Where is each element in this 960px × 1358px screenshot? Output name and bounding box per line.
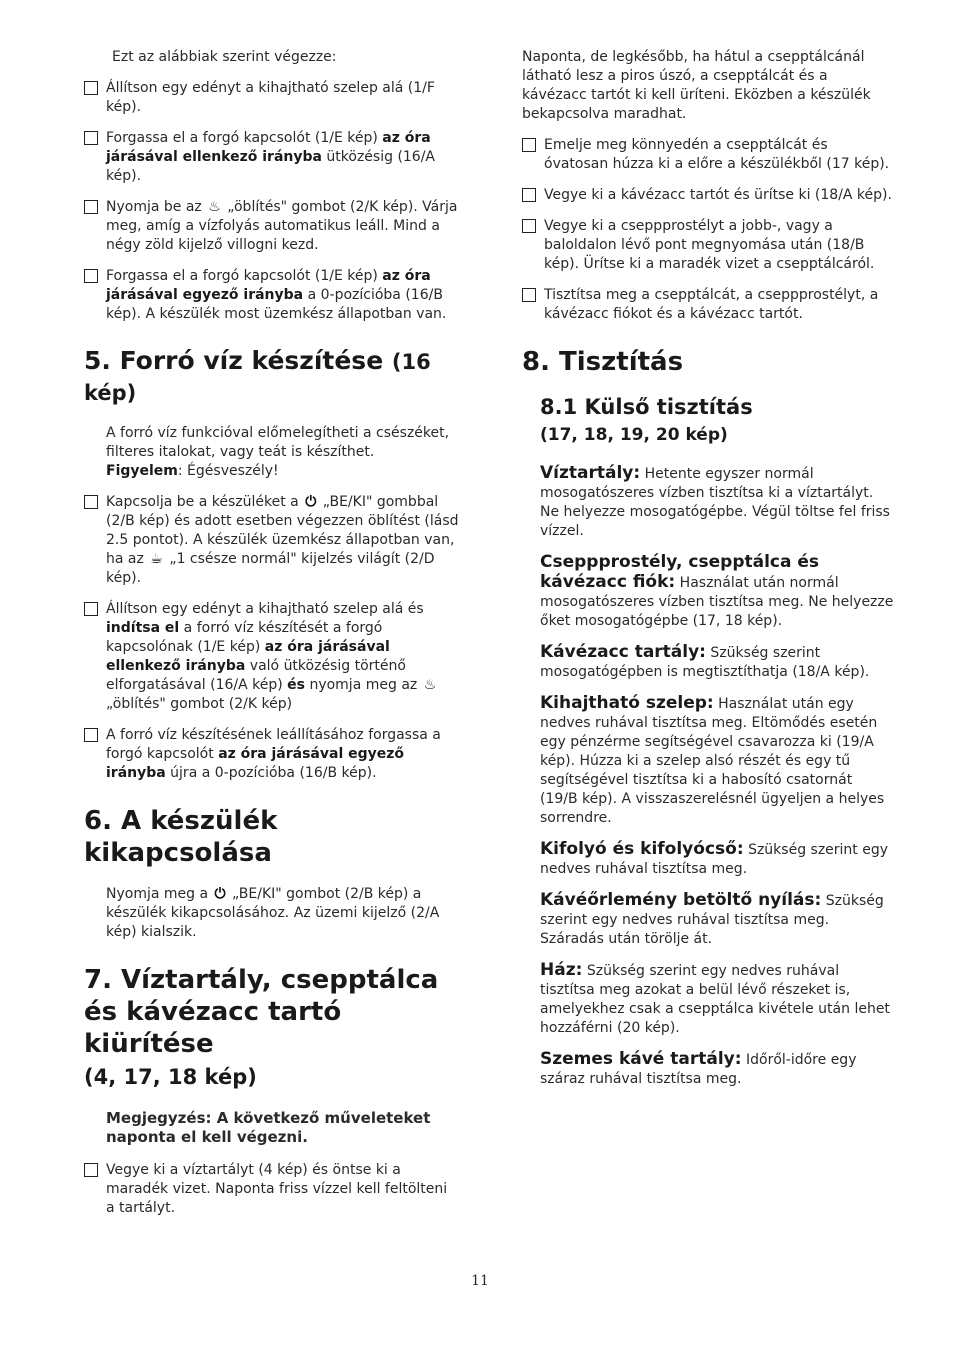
power-icon: ⏻ xyxy=(305,494,317,510)
step-text: Emelje meg könnyedén a csepptálcát és óvatosan húzza ki a előre a készülékből (17 kép). xyxy=(544,137,890,172)
paragraph: Naponta, de legkésőbb, ha hátul a csepptálcánál látható lesz a piros úszó, a csepptálcát és a kávézacc tartót ki kell üríteni. Eközben a készülék bekapcsolva maradhat. xyxy=(522,49,871,122)
warning-text: : Égésveszély! xyxy=(177,463,279,479)
cleaning-item xyxy=(540,891,894,949)
step-text: „öblítés" gombot (2/K kép). Várja meg, amíg a vízfolyás automatikus leáll. Mind a négy zöld kijelző villogni kezd. xyxy=(106,199,458,253)
step-text: „öblítés" gombot (2/K kép) xyxy=(106,696,293,712)
step-text: Forgassa el a forgó kapcsolót (1/E kép) xyxy=(106,130,383,146)
step-stop-hot-water xyxy=(84,726,460,783)
heading-text: 5. Forró víz készítése xyxy=(84,346,384,375)
step-emphasis: az óra járásával egyező irányba xyxy=(106,268,431,303)
page-number: 11 xyxy=(471,1273,489,1289)
step-text: Kapcsolja be a készüléket a xyxy=(106,494,299,510)
step-text: a forró víz készítését a forgó kapcsolónak (1/E kép) xyxy=(106,620,383,655)
step-text: Vegye ki a víztartályt (4 kép) és öntse ki a maradék vizet. Naponta friss vízzel kell feltölteni a tartályt. xyxy=(106,1162,448,1216)
cleaning-item xyxy=(540,553,894,631)
cleaning-label: Ház: xyxy=(540,960,583,980)
step-clean-parts xyxy=(522,286,894,324)
paragraph-text: Nyomja meg a xyxy=(106,886,209,902)
checkbox-icon xyxy=(522,219,536,233)
right-column xyxy=(522,48,894,1101)
cleaning-label: Kávéőrlemény betöltő nyílás: xyxy=(540,890,822,910)
cleaning-item xyxy=(540,840,894,879)
step-text: Állítson egy edényt a kihajtható szelep alá és xyxy=(106,601,424,617)
power-icon: ⏻ xyxy=(214,886,226,902)
checkbox-icon xyxy=(84,269,98,283)
paragraph-text: A forró víz funkcióval előmelegítheti a csészéket, filteres italokat, vagy teát is készíthet. xyxy=(106,425,450,460)
cleaning-label: Kifolyó és kifolyócső: xyxy=(540,839,744,859)
cleaning-text: Szükség szerint egy nedves ruhával tisztítsa meg. Száradás után törölje át. xyxy=(540,893,884,947)
step-place-container xyxy=(84,79,460,117)
heading-text: 8.1 Külső tisztítás xyxy=(540,395,753,419)
heading-subtext: (16 kép) xyxy=(84,350,431,405)
warning-label: Figyelem xyxy=(106,463,178,479)
cleaning-text: Használat után normál mosogatószeres vízben tisztítsa meg. Ne helyezze őket mosogatógépbe (17, 18 kép). xyxy=(540,575,894,629)
step-text: való ütközésig történő elforgatásával (16/A kép) xyxy=(106,658,406,693)
section-heading-6: 6. A készülék kikapcsolása xyxy=(84,806,278,868)
intro-text: Ezt az alábbiak szerint végezze: xyxy=(112,49,337,65)
cleaning-text: Szükség szerint egy nedves ruhával tisztítsa meg azokat a belül lévő részeket is, amelyekhez csak a csepptálca kivétele után lehet hozzáférni (20 kép). xyxy=(540,963,890,1036)
heading-subtext: (4, 17, 18 kép) xyxy=(84,1065,257,1089)
step-text: Tisztítsa meg a csepptálcát, a cseppprostélyt, a kávézacc fiókot és a kávézacc tartót. xyxy=(544,287,879,322)
cleaning-item xyxy=(540,694,894,828)
note: Megjegyzés: A következő műveleteket naponta el kell végezni. xyxy=(106,1109,431,1146)
cleaning-text: Használat után egy nedves ruhával tisztítsa meg. Eltömődés esetén egy pénzérme segítségével csavarozza ki (19/A kép). Húzza ki a szelep alsó részét és egy tű segítségével tisztítsa ki a habosító csatornát (19/B kép). A visszaszerelésnél ügyeljen a helyes sorrendre. xyxy=(540,696,885,826)
paragraph xyxy=(106,885,460,942)
section-heading-7 xyxy=(84,964,460,1093)
step-text: Nyomja be az xyxy=(106,199,202,215)
step-text: újra a 0-pozícióba (16/B kép). xyxy=(165,765,377,781)
checkbox-icon xyxy=(522,188,536,202)
cleaning-item xyxy=(540,961,894,1038)
checkbox-icon xyxy=(84,728,98,742)
step-emphasis: az óra járásával ellenkező irányba xyxy=(106,639,390,674)
step-turn-ccw xyxy=(84,129,460,186)
step-start-hot-water xyxy=(84,600,460,714)
checkbox-icon xyxy=(84,200,98,214)
checkbox-icon xyxy=(522,288,536,302)
checkbox-icon xyxy=(84,495,98,509)
cleaning-text: Időről-időre egy száraz ruhával tisztítsa meg. xyxy=(540,1052,857,1087)
step-empty-grounds xyxy=(522,186,894,205)
rinse-icon: ♨ xyxy=(208,199,221,215)
step-text: a 0-pozícióba (16/B kép). A készülék most üzemkész állapotban van. xyxy=(106,287,447,322)
paragraph xyxy=(106,424,460,481)
heading-subtext: (17, 18, 19, 20 kép) xyxy=(540,425,728,445)
checkbox-icon xyxy=(522,138,536,152)
section-heading-8: 8. Tisztítás xyxy=(522,347,684,377)
cleaning-text: Szükség szerint mosogatógépben is megtisztíthatja (18/A kép). xyxy=(540,645,870,680)
step-text: „BE/KI" gombbal (2/B kép) és adott esetben végezzen öblítést (lásd 2.5 pontot). A készülék üzemkész állapotban van, ha az xyxy=(106,494,459,567)
step-remove-grid xyxy=(522,217,894,274)
left-column xyxy=(84,48,460,1230)
cleaning-label: Cseppprostély, csepptálca és kávézacc fiók: xyxy=(540,552,820,592)
cleaning-label: Víztartály: xyxy=(540,463,641,483)
cleaning-label: Kávézacc tartály: xyxy=(540,642,706,662)
cleaning-text: Hetente egyszer normál mosogatószeres vízben tisztítsa ki a víztartályt. Ne helyezze mosogatógépbe. Végül töltse fel friss vízzel. xyxy=(540,466,890,539)
step-text: Vegye ki a cseppprostélyt a jobb-, vagy a baloldalon lévő pont megnyomása után (18/B kép). Ürítse ki a maradék vizet a csepptálcáról. xyxy=(544,218,875,272)
step-press-rinse xyxy=(84,198,460,255)
step-text: nyomja meg az xyxy=(305,677,418,693)
step-emphasis: az óra járásával ellenkező irányba xyxy=(106,130,431,165)
step-text: Forgassa el a forgó kapcsolót (1/E kép) xyxy=(106,268,383,284)
step-remove-drip-tray xyxy=(522,136,894,174)
cleaning-text: Szükség szerint egy nedves ruhával tisztítsa meg. xyxy=(540,842,889,877)
step-power-on xyxy=(84,493,460,588)
step-text: Állítson egy edényt a kihajtható szelep alá (1/F kép). xyxy=(106,80,435,115)
step-emphasis: indítsa el xyxy=(106,620,180,636)
cleaning-item xyxy=(540,464,894,541)
paragraph-text: „BE/KI" gombot (2/B kép) a készülék kikapcsolásához. Az üzemi kijelző (2/A kép) kialszik. xyxy=(106,886,440,940)
step-emphasis: és xyxy=(287,677,305,693)
checkbox-icon xyxy=(84,131,98,145)
rinse-icon: ♨ xyxy=(423,677,437,693)
heading-text: 7. Víztartály, csepptálca és kávézacc tartó kiürítése xyxy=(84,965,439,1059)
checkbox-icon xyxy=(84,81,98,95)
cleaning-label: Szemes kávé tartály: xyxy=(540,1049,742,1069)
step-text: „1 csésze normál" kijelzés világít (2/D kép). xyxy=(106,551,435,586)
step-emphasis: az óra járásával egyező irányba xyxy=(106,746,405,781)
step-text: A forró víz készítésének leállításához forgassa a forgó kapcsolót xyxy=(106,727,441,762)
cleaning-item xyxy=(540,1050,894,1089)
cleaning-item xyxy=(540,643,894,682)
checkbox-icon xyxy=(84,602,98,616)
step-turn-cw xyxy=(84,267,460,324)
one-cup-icon: ☕ xyxy=(150,551,163,567)
section-heading-5 xyxy=(84,346,460,408)
subsection-heading-8-1 xyxy=(540,394,894,448)
step-empty-water-tank xyxy=(84,1161,460,1218)
cleaning-label: Kihajtható szelep: xyxy=(540,693,714,713)
checkbox-icon xyxy=(84,1163,98,1177)
step-text: Vegye ki a kávézacc tartót és ürítse ki (18/A kép). xyxy=(544,187,892,203)
step-text: ütközésig (16/A kép). xyxy=(106,149,436,184)
